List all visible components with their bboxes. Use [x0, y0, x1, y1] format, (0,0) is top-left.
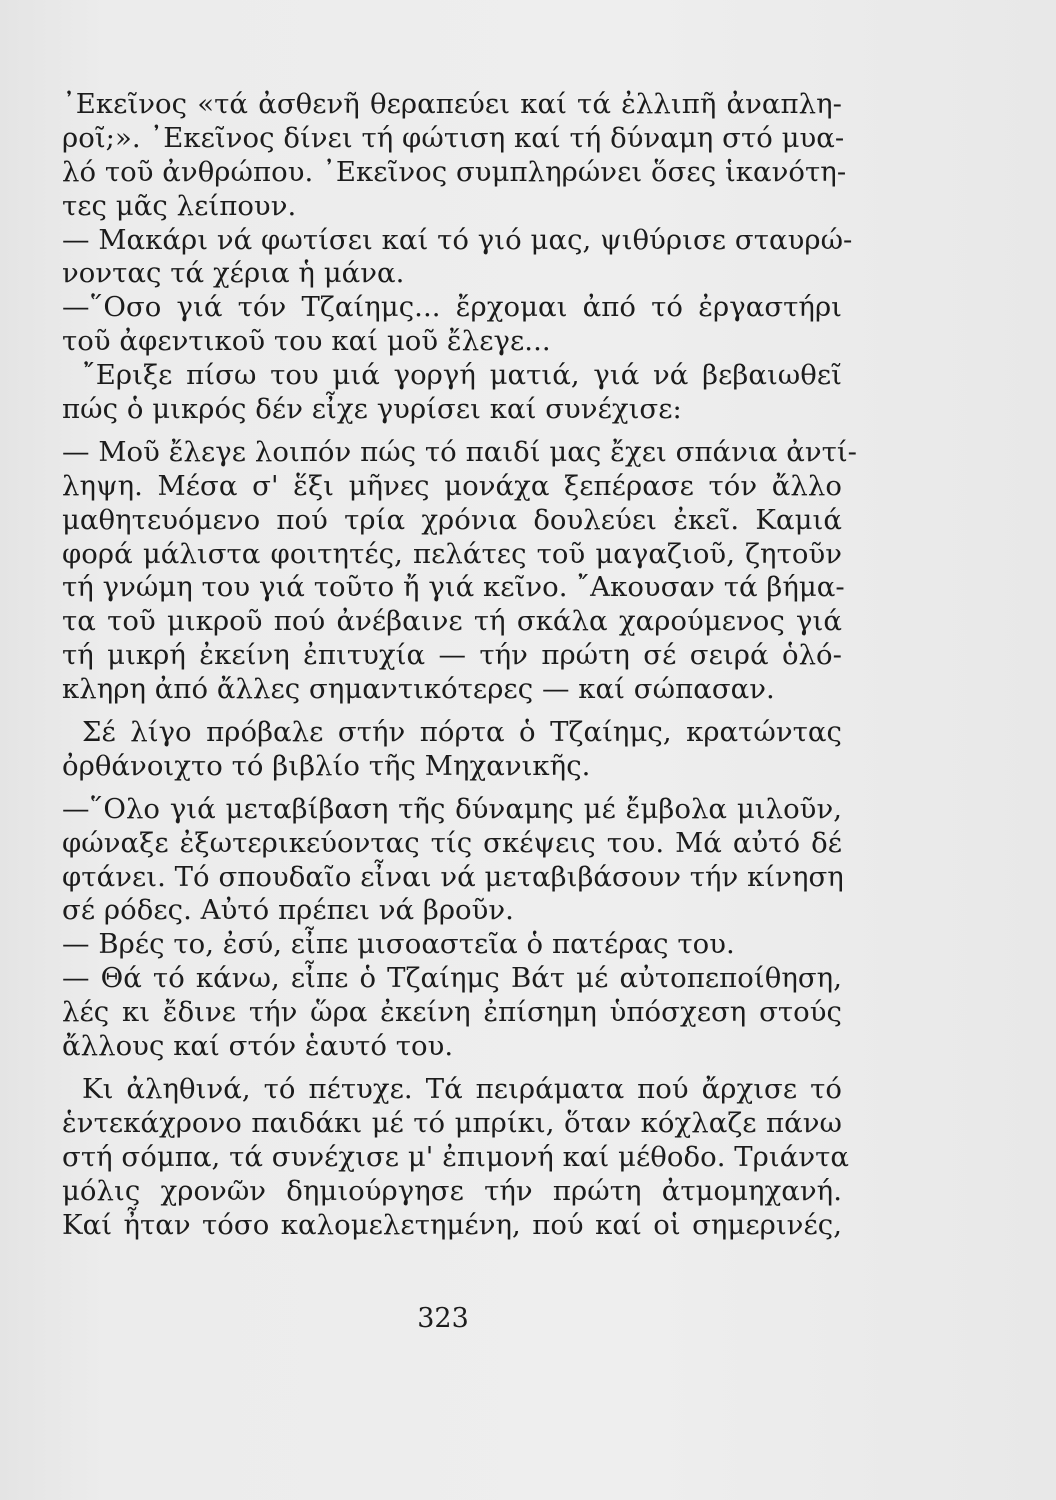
- text-line: λές κι ἔδινε τήν ὥρα ἐκείνη ἐπίσημη ὑπόσχεση στούς: [62, 996, 842, 1029]
- text-line: ᾿Εκεῖνος «τά ἀσθενῆ θεραπεύει καί τά ἐλλιπῆ ἀναπλη-: [62, 88, 842, 120]
- text-line: —῞Οσο γιά τόν Τζαίημς... ἔρχομαι ἀπό τό ἐργαστήρι: [62, 291, 842, 324]
- body-text: [62, 88, 858, 1242]
- text-line: ροῖ;». ᾿Εκεῖνος δίνει τή φώτιση καί τή δύναμη στό μυα-: [62, 121, 845, 154]
- text-line: πώς ὁ μικρός δέν εἶχε γυρίσει καί συνέχισε:: [62, 393, 682, 426]
- text-line: ἑντεκάχρονο παιδάκι μέ τό μπρίκι, ὅταν κόχλαζε πάνω: [62, 1106, 842, 1139]
- text-line: μαθητευόμενο πού τρία χρόνια δουλεύει ἐκεῖ. Καμιά: [62, 503, 842, 536]
- text-line: φορά μάλιστα φοιτητές, πελάτες τοῦ μαγαζιοῦ, ζητοῦν: [62, 537, 842, 570]
- text-line: νοντας τά χέρια ἡ μάνα.: [62, 257, 405, 290]
- text-line: τή γνώμη του γιά τοῦτο ἤ γιά κεῖνο. ῎Ακουσαν τά βήμα-: [62, 571, 845, 604]
- text-line: —῞Ολο γιά μεταβίβαση τῆς δύναμης μέ ἔμβολα μιλοῦν,: [62, 792, 842, 825]
- text-line: τοῦ ἀφεντικοῦ του καί μοῦ ἔλεγε...: [62, 325, 551, 358]
- text-line: Κι ἀληθινά, τό πέτυχε. Τά πειράματα πού ἄρχισε τό: [82, 1072, 842, 1105]
- text-line: κληρη ἀπό ἄλλες σημαντικότερες — καί σώπασαν.: [62, 673, 775, 706]
- text-line: φώναξε ἐξωτερικεύοντας τίς σκέψεις του. Μά αὐτό δέ: [62, 826, 842, 859]
- text-line: τή μικρή ἐκείνη ἐπιτυχία — τήν πρώτη σέ σειρά ὁλό-: [62, 639, 842, 672]
- text-line: ὀρθάνοιχτο τό βιβλίο τῆς Μηχανικῆς.: [62, 749, 591, 782]
- text-line: — Βρές το, ἐσύ, εἶπε μισοαστεῖα ὁ πατέρας του.: [62, 928, 735, 961]
- text-line: τες μᾶς λείπουν.: [62, 189, 297, 222]
- text-line: λό τοῦ ἀνθρώπου. ᾿Εκεῖνος συμπληρώνει ὅσες ἱκανότη-: [62, 155, 847, 188]
- text-line: τα τοῦ μικροῦ πού ἀνέβαινε τή σκάλα χαρούμενος γιά: [62, 605, 842, 638]
- text-line: — Θά τό κάνω, εἶπε ὁ Τζαίημς Βάτ μέ αὐτοπεποίθηση,: [62, 962, 842, 995]
- text-line: ἄλλους καί στόν ἑαυτό του.: [62, 1030, 454, 1063]
- text-line: — Μοῦ ἔλεγε λοιπόν πώς τό παιδί μας ἔχει σπάνια ἀντί-: [62, 435, 858, 468]
- text-line: ληψη. Μέσα σ' ἕξι μῆνες μονάχα ξεπέρασε τόν ἄλλο: [62, 469, 842, 502]
- text-line: σέ ρόδες. Αὐτό πρέπει νά βροῦν.: [62, 894, 514, 927]
- text-line: Καί ἦταν τόσο καλομελετημένη, πού καί οἱ σημερινές,: [62, 1208, 842, 1241]
- text-line: Σέ λίγο πρόβαλε στήν πόρτα ὁ Τζαίημς, κρατώντας: [82, 716, 842, 749]
- text-line: φτάνει. Τό σπουδαῖο εἶναι νά μεταβιβάσουν τήν κίνηση: [62, 860, 844, 893]
- text-line: ῎Εριξε πίσω του μιά γοργή ματιά, γιά νά βεβαιωθεῖ: [82, 359, 842, 392]
- page-number: 323: [417, 1303, 469, 1334]
- text-line: στή σόμπα, τά συνέχισε μ' ἐπιμονή καί μέθοδο. Τριάντα: [62, 1140, 849, 1173]
- text-line: — Μακάρι νά φωτίσει καί τό γιό μας, ψιθύρισε σταυρώ-: [62, 223, 853, 256]
- text-line: μόλις χρονῶν δημιούργησε τήν πρώτη ἀτμομηχανή.: [62, 1174, 842, 1207]
